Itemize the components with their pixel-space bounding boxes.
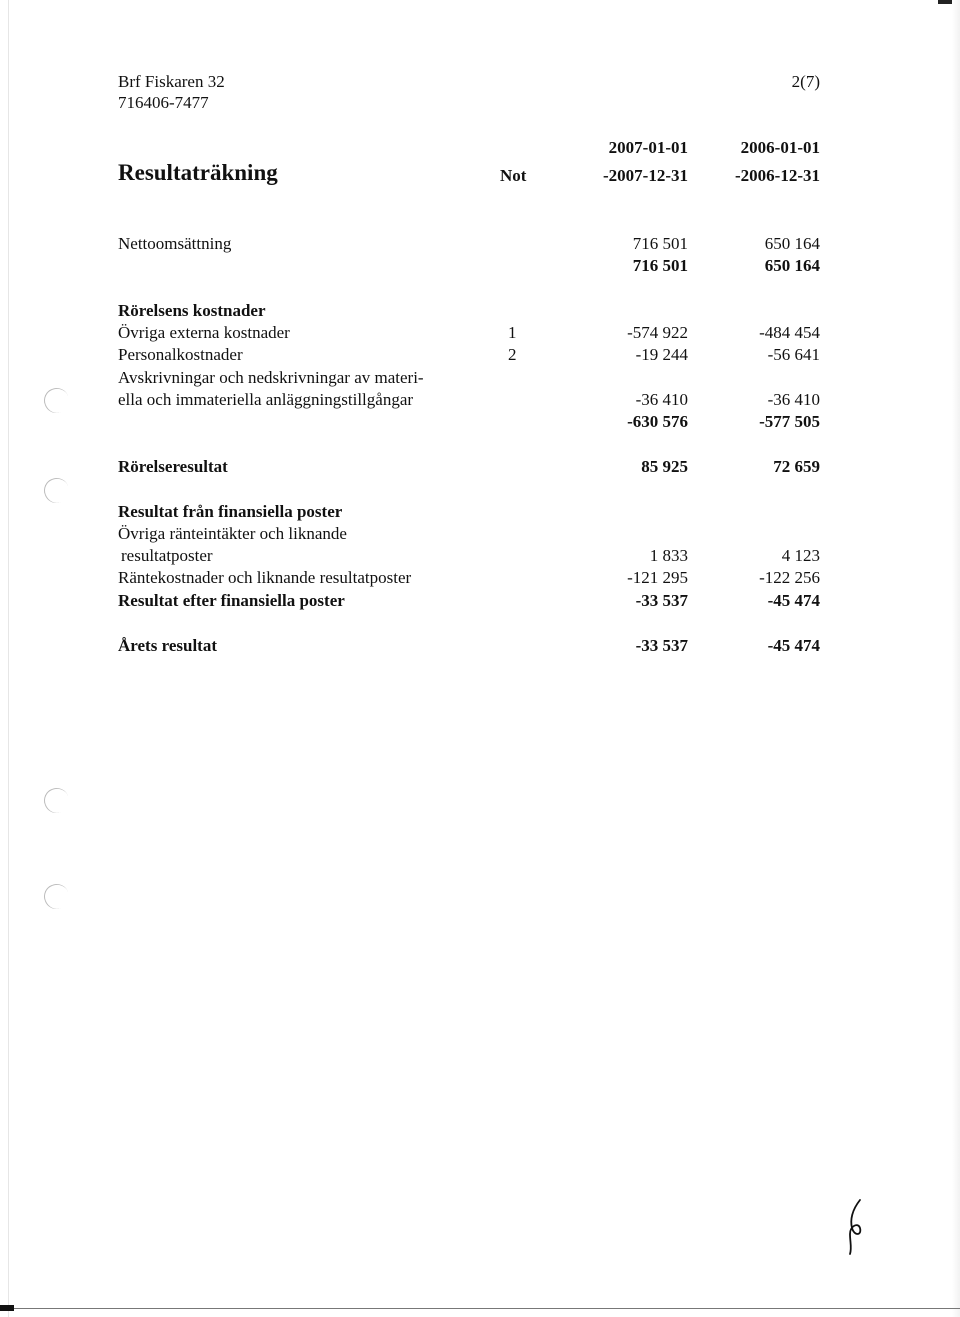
section-heading: Rörelsens kostnader [118,301,266,320]
punch-hole [40,474,72,506]
row-value-2006: 4 123 [781,546,820,565]
row-value-2006: -36 410 [767,390,820,409]
row-value-2006: -122 256 [759,568,820,587]
punch-hole [40,880,72,912]
row-value-2006: -484 454 [759,323,820,342]
scan-edge-shadow [952,0,960,1317]
scan-edge-line [8,0,9,1317]
period1-start: 2007-01-01 [608,138,688,157]
row-value-2007: 1 833 [649,546,688,565]
final-result-label: Årets resultat [118,636,217,655]
sum-value-2007: -630 576 [627,412,688,431]
result-value-2007: -33 537 [635,591,688,610]
not-header: Not [500,166,527,185]
statement-title: Resultaträkning [118,160,278,185]
final-result-value-2006: -45 474 [767,636,820,655]
scan-bottom-line [0,1308,960,1309]
row-value-2006: -56 641 [767,345,820,364]
row-label-line: resultatposter [121,546,213,565]
row-label-line: Avskrivningar och nedskrivningar av materi- [118,368,424,387]
punch-hole [40,784,72,816]
row-label: Nettoomsättning [118,234,232,253]
row-label-line: Övriga ränteintäkter och liknande [118,524,347,543]
result-value-2006: 72 659 [773,457,820,476]
note-ref: 2 [508,345,517,364]
row-value-2007: -574 922 [627,323,688,342]
period1-end: -2007-12-31 [603,166,688,185]
row-value-2007: -121 295 [627,568,688,587]
period2-start: 2006-01-01 [740,138,820,157]
row-label: Räntekostnader och liknande resultatposter [118,568,412,587]
result-value-2007: 85 925 [641,457,688,476]
sum-value-2007: 716 501 [632,256,688,275]
org-number: 716406-7477 [118,93,209,112]
row-value-2007: -36 410 [635,390,688,409]
row-value-2007: 716 501 [632,234,688,253]
row-value-2007: -19 244 [635,345,688,364]
sum-value-2006: 650 164 [764,256,820,275]
result-label: Rörelseresultat [118,457,228,476]
sum-value-2006: -577 505 [759,412,820,431]
note-ref: 1 [508,323,517,342]
result-value-2006: -45 474 [767,591,820,610]
handwritten-initials [838,1196,878,1261]
row-value-2006: 650 164 [764,234,820,253]
org-name: Brf Fiskaren 32 [118,72,225,91]
row-label-line: ella och immateriella anläggningstillgångar [118,390,414,409]
result-label: Resultat efter finansiella poster [118,591,345,610]
row-label: Övriga externa kostnader [118,323,290,342]
page-number: 2(7) [791,72,820,91]
period2-end: -2006-12-31 [735,166,820,185]
final-result-value-2007: -33 537 [635,636,688,655]
row-label: Personalkostnader [118,345,243,364]
scan-bottom-mark [0,1305,14,1311]
section-heading: Resultat från finansiella poster [118,502,343,521]
punch-hole [40,384,72,416]
